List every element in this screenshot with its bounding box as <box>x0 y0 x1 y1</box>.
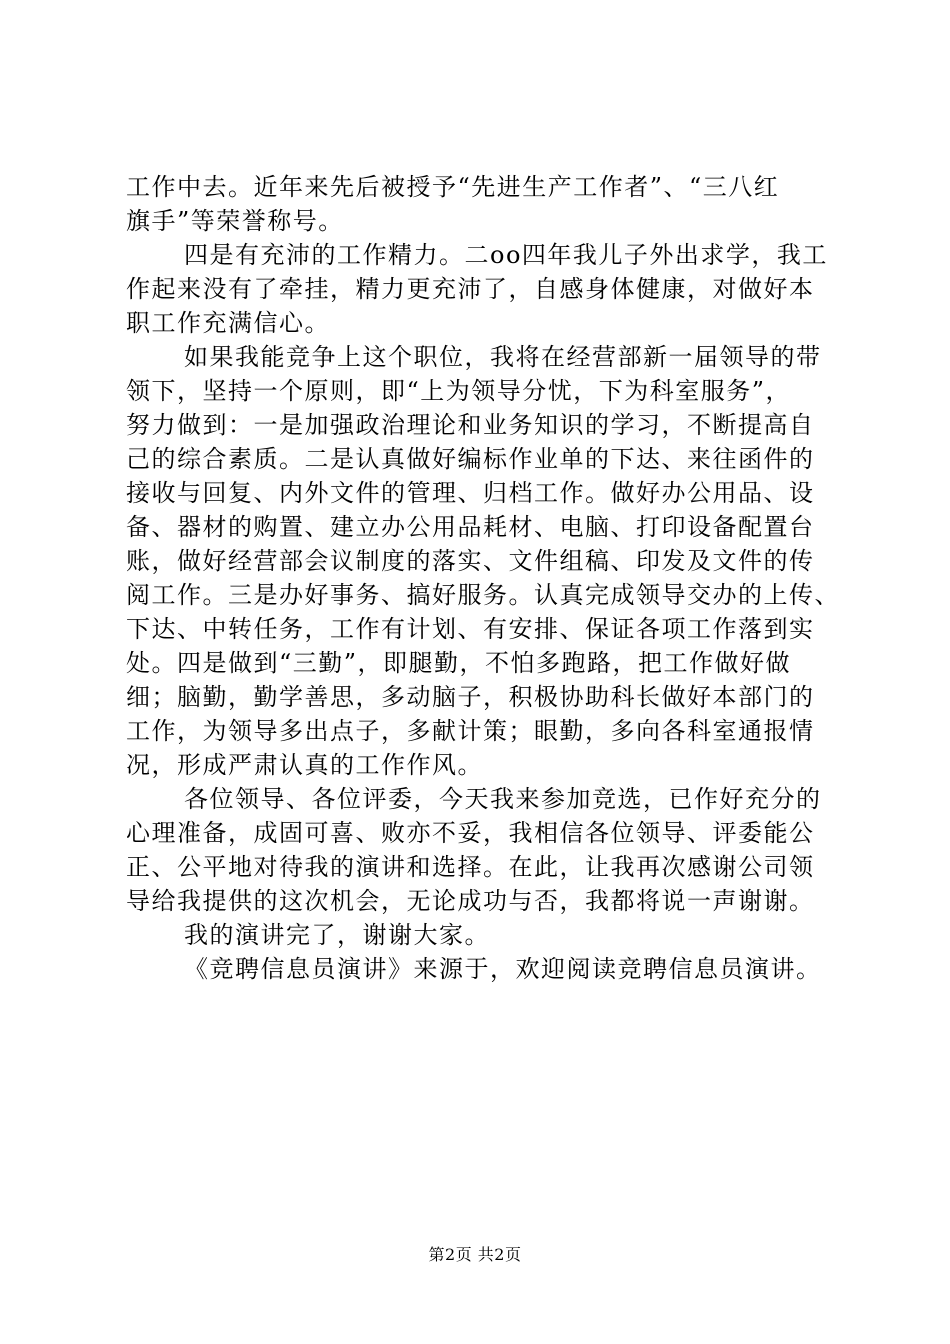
page-number-footer: 第2页 共2页 <box>428 1245 522 1264</box>
document-body <box>126 170 840 986</box>
text-line: 《竞聘信息员演讲》来源于，欢迎阅读竞聘信息员演讲。 <box>184 955 822 983</box>
text-line: 心理准备，成固可喜、败亦不妥，我相信各位领导、评委能公 <box>126 819 815 847</box>
text-line: 阅工作。三是办好事务、搞好服务。认真完成领导交办的上传、 <box>126 581 840 609</box>
text-line: 各位领导、各位评委，今天我来参加竞选，已作好充分的 <box>184 785 822 813</box>
text-line: 正、公平地对待我的演讲和选择。在此，让我再次感谢公司领 <box>126 853 815 881</box>
text-line: 工作，为领导多出点子，多献计策；眼勤，多向各科室通报情 <box>126 717 815 745</box>
text-line: 处。四是做到“三勤”，即腿勤，不怕多跑路，把工作做好做 <box>126 649 792 677</box>
text-line: 如果我能竞争上这个职位，我将在经营部新一届领导的带 <box>184 343 822 371</box>
text-line: 备、器材的购置、建立办公用品耗材、电脑、打印设备配置台 <box>126 513 815 541</box>
text-line: 况，形成严肃认真的工作作风。 <box>126 751 483 779</box>
text-line: 我的演讲完了，谢谢大家。 <box>184 921 490 949</box>
text-line: 旗手”等荣誉称号。 <box>126 207 344 235</box>
text-line: 接收与回复、内外文件的管理、归档工作。做好办公用品、设 <box>126 479 815 507</box>
text-line: 账，做好经营部会议制度的落实、文件组稿、印发及文件的传 <box>126 547 815 575</box>
text-line: 努力做到：一是加强政治理论和业务知识的学习，不断提高自 <box>126 411 815 439</box>
text-line: 导给我提供的这次机会，无论成功与否，我都将说一声谢谢。 <box>126 887 815 915</box>
text-line: 细；脑勤，勤学善思，多动脑子，积极协助科长做好本部门的 <box>126 683 815 711</box>
text-line: 四是有充沛的工作精力。二oo四年我儿子外出求学，我工 <box>184 241 828 269</box>
text-line: 工作中去。近年来先后被授予“先进生产工作者”、“三八红 <box>126 173 780 201</box>
text-line: 作起来没有了牵挂，精力更充沛了，自感身体健康，对做好本 <box>126 275 815 303</box>
text-line: 领下，坚持一个原则，即“上为领导分忧，下为科室服务”， <box>126 377 792 405</box>
text-line: 己的综合素质。二是认真做好编标作业单的下达、来往函件的 <box>126 445 815 473</box>
text-line: 下达、中转任务，工作有计划、有安排、保证各项工作落到实 <box>126 615 815 643</box>
text-line: 职工作充满信心。 <box>126 309 330 337</box>
